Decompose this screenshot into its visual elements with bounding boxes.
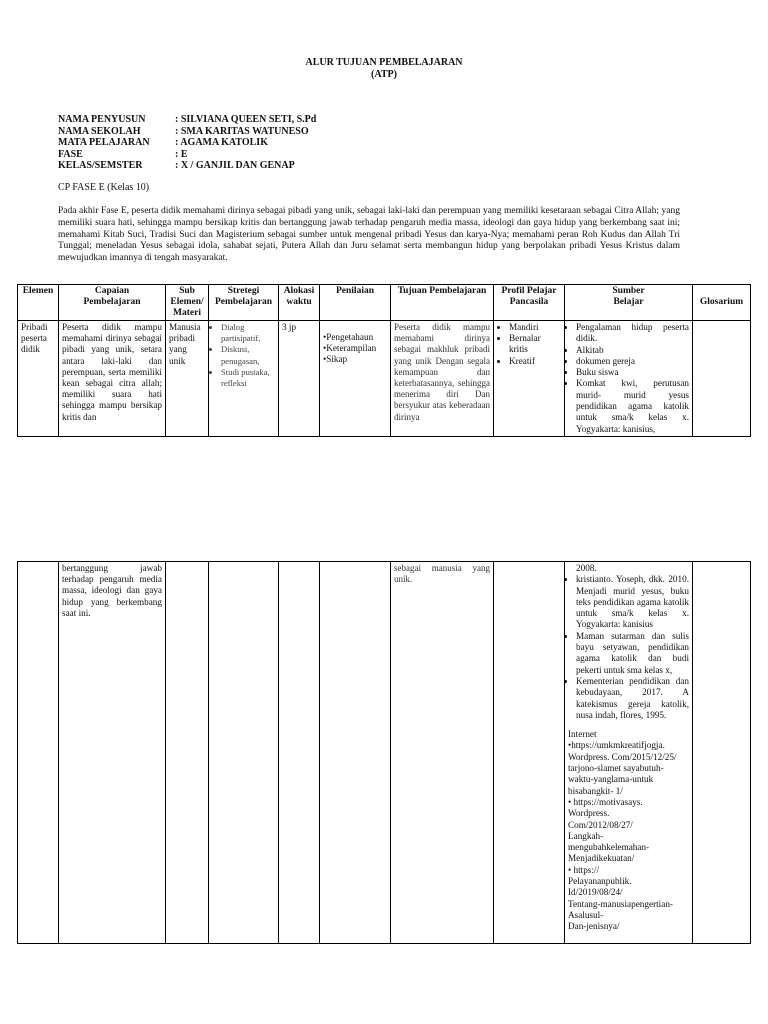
internet-link: waktu-yanglama-untuk	[568, 774, 654, 785]
list-item: • Bernalar kritis	[509, 333, 561, 355]
identity-label: FASE	[58, 148, 83, 160]
list-item: • dokumen gereja	[576, 356, 689, 367]
cell-elemen	[18, 562, 59, 944]
header-elemen: Elemen	[18, 285, 59, 321]
list-item: • Mandiri	[509, 322, 561, 333]
cell-glosarium	[693, 321, 751, 437]
list-item: • Pengalaman hidup peserta didik.	[576, 322, 689, 345]
internet-link: Wordpress.	[568, 808, 610, 819]
internet-link: Langkah-	[568, 830, 604, 841]
cell-alokasi	[279, 562, 320, 944]
sumber-continuation: 2008.	[576, 563, 597, 573]
list-item: • Kementerian pendidikan dan kebudayaan, 2017. A katekismus gereja katolik, nusa indah, flores, 1995.	[576, 676, 689, 721]
cell-alokasi: 3 jp	[279, 321, 320, 437]
list-item: •Pengetahaun	[323, 332, 374, 342]
internet-link: • https://	[568, 864, 600, 875]
cell-sub-elemen	[166, 562, 209, 944]
table-row	[18, 562, 751, 944]
internet-link: • https://motivasays.	[568, 796, 643, 807]
list-item: • Dialog partisipatif,	[221, 322, 275, 344]
list-item: • Alkitab	[576, 345, 689, 356]
internet-link: bisabangkit- 1/	[568, 785, 623, 796]
internet-link: Pelayananpublik.	[568, 876, 632, 887]
cell-sub-elemen: Manusia pribadi yang unik	[166, 321, 209, 437]
identity-label: MATA PELAJARAN	[58, 137, 150, 148]
identity-label: NAMA SEKOLAH	[58, 125, 141, 137]
cell-penilaian	[320, 562, 391, 944]
internet-link: tarjono-slamet sayabutuh-	[568, 763, 664, 774]
internet-links	[568, 740, 689, 932]
cp-paragraph: Pada akhir Fase E, peserta didik memahami dirinya sebagai pibadi yang unik, sebagai laki-laki dan perempuan yang memiliki kesetaraan sebagai Citra Allah; yang memiliki suara hati, sehingga mampu bersikap kritis dan bertanggung jawab terhadap pengaruh media massa, ideologi dan gaya hidup yang berkembang saat ini; memahami Kitab Suci, Tradisi Suci dan Magisterium sebagai sumber untuk mengenal pribadi Yesus dan karya-Nya; memahami peran Roh Kudus dan Allah Tri Tunggal; meneladan Yesus sebagai idola, sahabat sejati, Putera Allah dan Juru selamat serta membangun hidup yang berpolakan pribadi Yesus Kristus dalam mewujudkan imannya di tengah masyarakat.	[58, 206, 680, 264]
cell-strategi	[209, 562, 279, 944]
identity-value: : AGAMA KATOLIK	[175, 137, 268, 148]
header-capaian: Capaian Pembelajaran	[59, 285, 166, 321]
internet-link: Wordpress. Com/2015/12/25/	[568, 751, 677, 762]
internet-link: Asalusul-	[568, 909, 604, 920]
cell-profil	[494, 321, 565, 437]
cell-sumber	[565, 562, 693, 944]
identity-row	[58, 160, 698, 172]
atp-table-part-2	[17, 561, 751, 944]
list-item: •Keterampilan	[323, 343, 377, 354]
list-item: • Kreatif	[509, 356, 561, 367]
identity-row	[58, 126, 698, 138]
internet-link: Com/2012/08/27/	[568, 819, 633, 830]
list-item: • Maman sutarman dan sulis bayu setyawan, pendidikan agama katolik dan budi pekerti untuk sma kelas x,	[576, 631, 689, 676]
title-line-2: (ATP)	[371, 69, 397, 80]
internet-link: Menjadikekuatan/	[568, 853, 635, 864]
internet-link: mengubahkelemahan-	[568, 842, 650, 853]
cell-elemen: Pribadi peserta didik	[18, 321, 59, 437]
identity-label: NAMA PENYUSUN	[58, 114, 146, 125]
cell-sumber	[565, 321, 693, 437]
internet-label: Internet	[568, 729, 597, 740]
identity-row	[58, 137, 698, 149]
atp-table-part-1	[17, 284, 751, 437]
cell-tujuan: Peserta didik mampu memahami dirinya sebagai makhluk pribadi yang unik Dengan segala kemampuan dan keterbatasannya, sehingga menerima diri Dan bersyukur atas keberadaan dirinya	[391, 321, 494, 437]
internet-link: Id/2019/08/24/	[568, 887, 623, 898]
list-item: •Sikap	[323, 354, 348, 365]
list-item: • Komkat kwi, perutusan murid- murid yesus pendidikan agama katolik untuk sma/k kelas x. Yogyakarta: kanisius,	[576, 378, 689, 434]
sumber-list	[568, 322, 689, 435]
identity-row	[58, 114, 698, 126]
list-item: • Buku siswa	[576, 367, 689, 378]
header-alokasi: Alokasi waktu	[279, 285, 320, 321]
header-sumber: Sumber Belajar	[565, 285, 693, 321]
cell-penilaian	[320, 321, 391, 437]
identity-row	[58, 149, 698, 161]
cp-title: CP FASE E (Kelas 10)	[58, 182, 150, 193]
header-profil: Profil Pelajar Pancasila	[494, 285, 565, 321]
profil-list	[497, 322, 561, 367]
header-glosarium: Glosarium	[693, 285, 751, 321]
header-sub-elemen: Sub Elemen/ Materi	[166, 285, 209, 321]
list-item: • Studi pustaka, refleksi	[221, 367, 275, 389]
sumber-list	[568, 574, 689, 721]
internet-link: Tentang-manusiapengertian-	[568, 898, 673, 909]
header-tujuan: Tujuan Pembelajaran	[391, 285, 494, 321]
identity-block	[58, 114, 698, 172]
cell-glosarium	[693, 562, 751, 944]
internet-link: Dan-jenisnya/	[568, 921, 620, 932]
list-item: • kristianto. Yoseph, dkk. 2010. Menjadi murid yesus, buku teks pendidikan agama katolik untuk sma/k kelas x. Yogyakarta: kanisius	[576, 574, 689, 630]
cell-tujuan: sebagai manusia yang unik.	[391, 562, 494, 944]
header-strategi: Stretegi Pembelajaran	[209, 285, 279, 321]
strategi-list	[212, 322, 275, 389]
identity-label: KELAS/SEMSTER	[58, 160, 143, 171]
cell-profil	[494, 562, 565, 944]
identity-value: : SMA KARITAS WATUNESO	[175, 125, 309, 137]
list-item: • Diskusi, penugasan,	[221, 344, 275, 366]
cell-strategi	[209, 321, 279, 437]
table-header-row	[18, 285, 751, 321]
identity-value: : E	[175, 148, 188, 160]
table-row	[18, 321, 751, 437]
cell-capaian: Peserta didik mampu memahami dirinya sebagai pibadi yang unik, setara antara laki-laki dan perempuan, serta memiliki kean sebagai citra allah; memiliki suara hati sehingga mampu bersikap kritis dan	[59, 321, 166, 437]
identity-value: : SILVIANA QUEEN SETI, S.Pd	[175, 114, 317, 125]
document-title	[0, 57, 768, 81]
header-penilaian: Penilaian	[320, 285, 391, 321]
title-line-1: ALUR TUJUAN PEMBELAJARAN	[305, 57, 463, 68]
cell-capaian: bertanggung jawab terhadap pengaruh media massa, ideologi dan gaya hidup yang berkembang saat ini.	[59, 562, 166, 944]
internet-link: •https://umkmkreatifjogja.	[568, 740, 665, 751]
identity-value: : X / GANJIL DAN GENAP	[175, 160, 295, 171]
